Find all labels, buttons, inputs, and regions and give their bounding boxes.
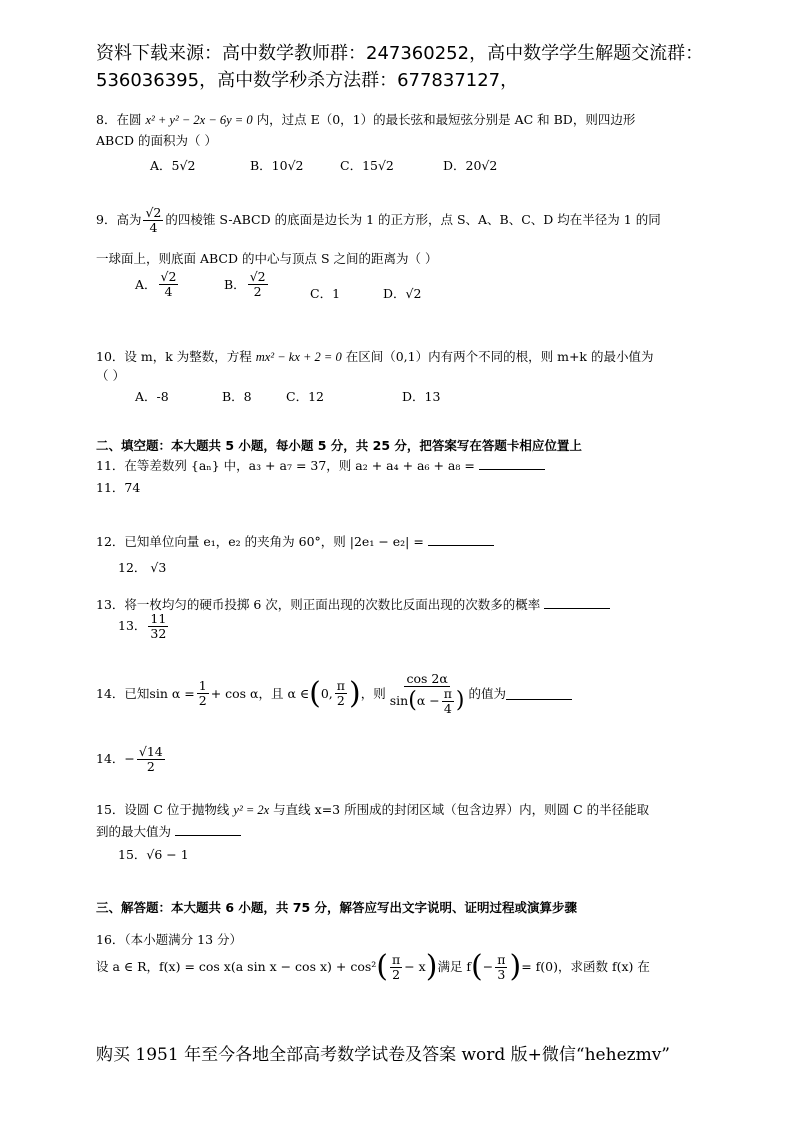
- q14-interval-den: 2: [336, 693, 345, 709]
- q14-target-den-sin: sin: [389, 693, 409, 709]
- section-2-heading: 二、填空题：本大题共 5 小题，每小题 5 分，共 25 分，把答案写在答题卡相应位置上: [96, 438, 582, 453]
- q10-line-2: （ ）: [96, 368, 125, 383]
- q14-target-pi-fraction: [442, 687, 454, 716]
- q12-answer: [118, 558, 166, 578]
- q11-answer: 11．74: [96, 480, 141, 495]
- q14-target-den-lparen: (: [408, 688, 417, 713]
- q14-target-pi-num: π: [443, 685, 452, 701]
- q9-height-fraction: [143, 206, 163, 235]
- q12-answer-value: √3: [150, 560, 167, 575]
- q14-interval-fraction: [335, 679, 347, 708]
- q14-interval-start: 0,: [320, 685, 333, 701]
- q10-option-b: B．8: [222, 389, 252, 404]
- q14-target-den-inner: α −: [416, 693, 440, 709]
- q14-answer-num: √14: [138, 744, 163, 759]
- q16-f-fraction: [495, 953, 507, 982]
- q14-target-num: cos 2α: [406, 671, 448, 686]
- q15-answer: 15．√6 − 1: [118, 847, 189, 862]
- q9-prefix: 9．高为: [96, 212, 142, 228]
- q16-f-den: 3: [497, 966, 506, 982]
- question-15: [96, 800, 649, 820]
- q10-option-c: C．12: [286, 389, 324, 404]
- question-11: [96, 456, 545, 476]
- q13-answer: [118, 612, 170, 641]
- q16-cos-rparen: ): [425, 949, 438, 984]
- q13-answer-fraction: [148, 612, 168, 641]
- q15-text: 与直线 x=3 所围成的封闭区域（包含边界）内，则圆 C 的半径能取: [273, 802, 650, 817]
- q9-option-b-den: 2: [253, 283, 262, 299]
- q11-text: 11．在等差数列 {aₙ} 中，a₃ + a₇ = 37，则 a₂ + a₄ + a₆ + a₈ =: [96, 458, 475, 473]
- q9-option-d: D．√2: [383, 286, 422, 301]
- q13-answer-blank: [544, 596, 610, 609]
- q16-f-neg: −: [482, 959, 494, 974]
- q9-option-a: [135, 270, 180, 299]
- header: [96, 40, 703, 94]
- q9-frac-den: 4: [149, 219, 158, 235]
- q9-option-a-label: A．: [135, 277, 157, 293]
- q10-prefix: 10．设 m，k 为整数，方程: [96, 349, 252, 364]
- q8-option-c: C．15√2: [340, 158, 394, 173]
- q14-mid: ，则: [360, 685, 386, 701]
- q13-answer-num: 11: [150, 611, 167, 626]
- q12-answer-blank: [428, 533, 494, 546]
- q12-answer-label: 12．: [118, 560, 147, 575]
- q14-half-fraction: [197, 679, 209, 708]
- q15-prefix: 15．设圆 C 位于抛物线: [96, 802, 230, 817]
- q16-cos-den: 2: [392, 966, 401, 982]
- q16-heading: 16．（本小题满分 13 分）: [96, 932, 243, 947]
- q14-right-paren: ): [349, 675, 361, 711]
- q9-frac-num: √2: [145, 205, 162, 220]
- header-line-2: 536036395，高中数学秒杀方法群：677837127，: [96, 70, 519, 91]
- q8-text: 内，过点 E（0，1）的最长弦和最短弦分别是 AC 和 BD，则四边形: [256, 112, 636, 127]
- q14-interval-num: π: [336, 678, 346, 694]
- q9-line-2: 一球面上，则底面 ABCD 的中心与顶点 S 之间的距离为（ ）: [96, 251, 438, 266]
- q16-cos-lparen: (: [376, 949, 388, 984]
- q8-option-a: A．5√2: [150, 158, 196, 173]
- q14-answer-label: 14．: [96, 751, 125, 767]
- question-14: [96, 672, 572, 715]
- q9-option-b-fraction: [248, 270, 268, 299]
- q16-f-num: π: [497, 951, 506, 967]
- q14-answer-den: 2: [146, 758, 155, 774]
- q16-tail: = f(0)，求函数 f(x) 在: [521, 959, 650, 974]
- q14-answer-fraction: [137, 745, 165, 774]
- q8-option-d: D．20√2: [443, 158, 498, 173]
- q14-half-den: 2: [198, 693, 207, 709]
- q8-equation: x² + y² − 2x − 6y = 0: [145, 113, 253, 127]
- q9-option-b-label: B．: [224, 277, 246, 293]
- question-8: [96, 110, 635, 130]
- q14-condition: sin α =: [149, 685, 195, 701]
- q9-option-a-fraction: [159, 270, 179, 299]
- header-line-1: 资料下载来源：高中数学教师群：247360252，高中数学学生解题交流群：: [96, 43, 704, 64]
- q12-text: 12．已知单位向量 e₁，e₂ 的夹角为 60°，则 |2e₁ − e₂| =: [96, 534, 424, 549]
- q16-cos-fraction: [390, 953, 402, 982]
- q15-answer-blank: [175, 823, 241, 836]
- q8-prefix: 8．在圆: [96, 112, 142, 127]
- q14-answer-sign: −: [124, 751, 135, 767]
- q9-option-b: [224, 270, 270, 299]
- q14-condition-2: + cos α，且 α ∈: [210, 685, 310, 701]
- q9-option-b-num: √2: [249, 269, 266, 284]
- q9-option-a-den: 4: [164, 283, 173, 299]
- question-13: [96, 595, 610, 615]
- q11-answer-blank: [479, 457, 545, 470]
- q16-prefix: 设 a ∈ R，f(x) = cos x(a sin x − cos x) + cos²: [96, 959, 377, 974]
- q16-f-rparen: ): [509, 949, 522, 984]
- question-16: [96, 949, 650, 984]
- q14-answer: [96, 745, 167, 774]
- q16-f-lparen: (: [471, 949, 483, 984]
- q14-answer-blank: [506, 687, 572, 700]
- footer: 购买 1951 年至今各地全部高考数学试卷及答案 word 版+微信“hehezmv”: [96, 1045, 670, 1065]
- q14-prefix: 14．已知: [96, 685, 150, 701]
- q14-half-num: 1: [198, 678, 207, 694]
- q10-equation: mx² − kx + 2 = 0: [255, 350, 342, 364]
- q13-answer-den: 32: [150, 625, 167, 641]
- q9-option-a-num: √2: [160, 269, 177, 284]
- q14-target-pi-den: 4: [443, 700, 452, 716]
- q13-text: 13．将一枚均匀的硬币投掷 6 次，则正面出现的次数比反面出现的次数多的概率: [96, 597, 541, 612]
- q15-line-2: [96, 822, 241, 842]
- question-9: [96, 206, 661, 235]
- q16-mid: 满足 f: [437, 959, 472, 974]
- q14-target-den: [388, 687, 467, 716]
- q10-option-a: A．-8: [135, 389, 169, 404]
- q10-text: 在区间（0,1）内有两个不同的根，则 m+k 的最小值为: [345, 349, 654, 364]
- q13-answer-label: 13．: [118, 618, 147, 634]
- question-12: [96, 532, 494, 552]
- q8-option-b: B．10√2: [250, 158, 304, 173]
- q15-line-2-text: 到的最大值为: [96, 824, 172, 839]
- q16-cos-tail: − x: [404, 959, 426, 974]
- q9-option-c: C．1: [310, 286, 341, 301]
- q16-cos-num: π: [392, 951, 401, 967]
- q9-text: 的四棱锥 S-ABCD 的底面是边长为 1 的正方形，点 S、A、B、C、D 均在半径为 1 的同: [165, 212, 661, 228]
- q15-equation: y² = 2x: [233, 803, 270, 817]
- q8-line-2: ABCD 的面积为（ ）: [96, 133, 217, 148]
- q14-target-den-rparen: ): [455, 688, 465, 713]
- question-10: [96, 347, 653, 367]
- q10-option-d: D．13: [402, 389, 441, 404]
- section-3-heading: 三、解答题：本大题共 6 小题，共 75 分，解答应写出文字说明、证明过程或演算步骤: [96, 900, 578, 915]
- q14-target-fraction: [388, 672, 467, 715]
- q14-suffix: 的值为: [468, 685, 507, 701]
- q14-left-paren: (: [309, 675, 321, 711]
